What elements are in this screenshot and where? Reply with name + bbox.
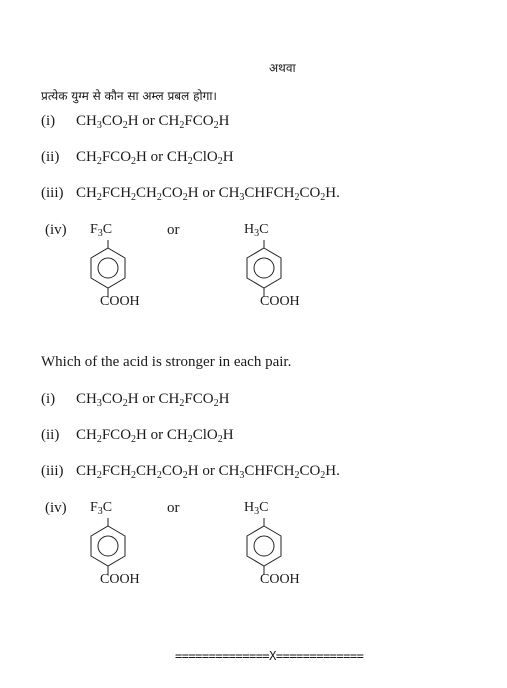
question-number: (iii) [41,463,64,479]
question-number: (iii) [41,185,64,201]
molecule-methyl-benzoic-acid [246,500,306,610]
acid-group-label: COOH [260,294,300,309]
question-text: $CH_3CO_2H$ or $CH_2FCO_2H$ [76,113,230,131]
or-label: or [167,222,180,238]
substituent-label: $F_3C$ [90,222,113,239]
substituent-label: $H_3C$ [244,500,269,517]
question-ii [41,427,481,447]
question-number: (i) [41,113,56,129]
section-header-athva: अथवा [269,61,296,75]
molecule-trifluoromethyl-benzoic-acid [90,500,150,610]
question-i [41,391,481,411]
acid-group-label: COOH [260,572,300,587]
question-text: $CH_2FCH_2CH_2CO_2H$ or $CH_3CHFCH_2CO_2H$. [76,463,340,481]
question-text: $CH_2FCH_2CH_2CO_2H$ or $CH_3CHFCH_2CO_2H$. [76,185,340,203]
question-iii [41,185,481,205]
question-number: (iv) [45,500,67,516]
question-number: (i) [41,391,56,407]
instruction-hindi: प्रत्येक युग्म से कौन सा अम्ल प्रबल होगा। [41,89,217,103]
or-label: or [167,500,180,516]
question-iii [41,463,481,483]
question-number: (ii) [41,149,60,165]
acid-group-label: COOH [100,294,140,309]
substituent-label: $F_3C$ [90,500,113,517]
question-ii [41,149,481,169]
acid-group-label: COOH [100,572,140,587]
question-text: $CH_3CO_2H$ or $CH_2FCO_2H$ [76,391,230,409]
question-text: $CH_2FCO_2H$ or $CH_2ClO_2H$ [76,427,234,445]
question-text: $CH_2FCO_2H$ or $CH_2ClO_2H$ [76,149,234,167]
question-i [41,113,481,133]
end-divider: ==============X============= [175,649,364,663]
molecule-trifluoromethyl-benzoic-acid [90,222,150,332]
substituent-label: $H_3C$ [244,222,269,239]
instruction-english: Which of the acid is stronger in each pair. [41,354,292,370]
molecule-methyl-benzoic-acid [246,222,306,332]
question-number: (iv) [45,222,67,238]
question-number: (ii) [41,427,60,443]
